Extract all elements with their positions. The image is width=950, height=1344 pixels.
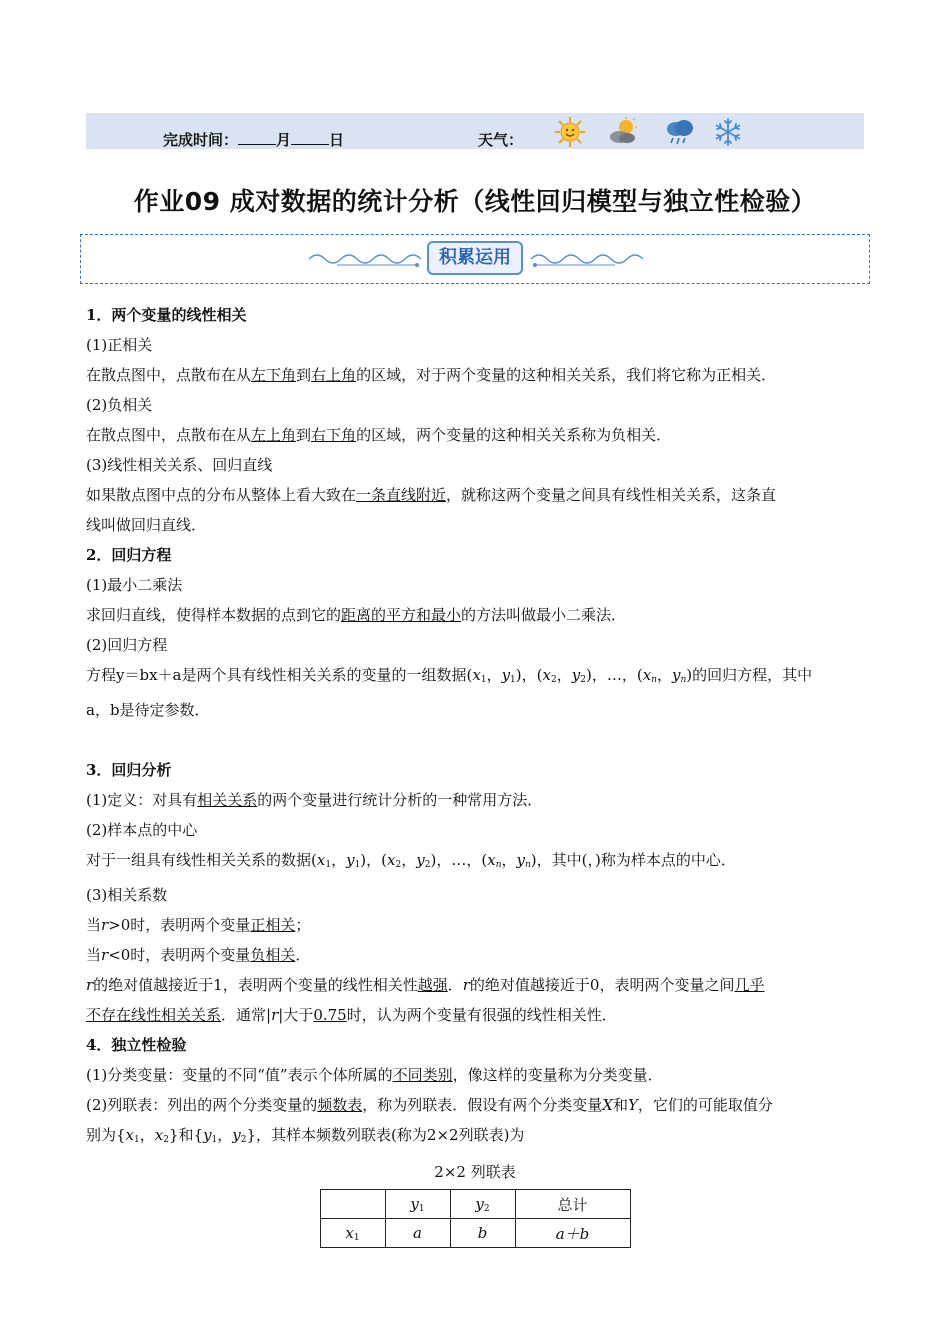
table-header-row: [320, 1190, 630, 1219]
section-3-heading: 3．回归分析: [86, 761, 172, 779]
day-label: 日: [329, 131, 345, 149]
s1-p2-title: (2)负相关: [86, 396, 153, 414]
s3-r-negative: 当r<0时，表明两个变量负相关．: [86, 946, 311, 964]
table-row: [320, 1219, 630, 1248]
s1-p3-text-cont: 线叫做回归直线．: [86, 516, 207, 534]
s2-p1-text: 求回归直线，使得样本数据的点到它的距离的平方和最小的方法叫做最小二乘法．: [86, 606, 627, 624]
banner-badge: 积累运用: [427, 241, 523, 275]
s2-p1-title: (1)最小二乘法: [86, 576, 183, 594]
s3-p3-title: (3)相关系数: [86, 886, 168, 904]
section-banner: [80, 234, 870, 284]
table-cell: b: [450, 1219, 515, 1248]
table-header-cell-y1: $y_1$: [385, 1190, 450, 1219]
s3-p2-text: 对于一组具有线性相关关系的数据($x_1$，$y_1$)，($x_2$，$y_2$)，…，($x_n$，$y_n$)，其中(，)称为样本点的中心．: [86, 851, 736, 870]
month-blank: [238, 130, 276, 145]
section-2-heading: 2．回归方程: [86, 546, 172, 564]
s2-p2-text: 方程y＝bx＋a是两个具有线性相关关系的变量的一组数据($x_1$，$y_1$)，($x_2$，$y_2$)，…，($x_n$，$y_n$)的回归方程，其中: [86, 666, 813, 685]
s4-p2-text: (2)列联表：列出的两个分类变量的频数表，称为列联表．假设有两个分类变量X和Y，它们的可能取值分: [86, 1096, 773, 1114]
table-cell: a＋b: [515, 1219, 630, 1248]
s4-p1-text: (1)分类变量：变量的不同“值”表示个体所属的不同类别，像这样的变量称为分类变量．: [86, 1066, 663, 1084]
s1-p1-title: (1)正相关: [86, 336, 153, 354]
completion-time-label: [163, 129, 344, 150]
s2-p2-title: (2)回归方程: [86, 636, 168, 654]
table-header-cell-empty: [320, 1190, 385, 1219]
month-label: 月: [276, 131, 292, 149]
table-header-cell-total: 总计: [515, 1190, 630, 1219]
s4-p3-text: 别为{$x_1$，$x_2$}和{$y_1$，$y_2$}，其样本频数列联表(称为2×2列联表)为: [86, 1126, 525, 1145]
time-label-text: 完成时间：: [163, 131, 239, 149]
partly-cloudy-icon: [607, 116, 639, 148]
section-1-heading: 1．两个变量的线性相关: [86, 306, 247, 324]
s1-p3-title: (3)线性相关关系、回归直线: [86, 456, 273, 474]
s3-r-positive: 当r>0时，表明两个变量正相关；: [86, 916, 311, 934]
contingency-table: [320, 1189, 631, 1248]
s3-p2-title: (2)样本点的中心: [86, 821, 198, 839]
header-bar: [86, 113, 864, 149]
s1-p3-text: 如果散点图中点的分布从整体上看大致在一条直线附近，就称这两个变量之间具有线性相关关系，这条直: [86, 486, 777, 504]
s3-r-magnitude: r的绝对值越接近于1，表明两个变量的线性相关性越强．r的绝对值越接近于0，表明两个变量之间几乎: [86, 976, 765, 994]
rain-cloud-icon: [664, 116, 696, 148]
s3-p1-text: (1)定义：对具有相关关系的两个变量进行统计分析的一种常用方法．: [86, 791, 543, 809]
table-row-label: $x_1$: [320, 1219, 385, 1248]
snowflake-icon: [712, 116, 744, 148]
s3-r-threshold: 不存在线性相关关系．通常|r|大于0.75时，认为两个变量有很强的线性相关性．: [86, 1006, 617, 1024]
table-caption: 2×2 列联表: [434, 1163, 516, 1181]
sun-icon: [554, 116, 586, 148]
section-4-heading: 4．独立性检验: [86, 1036, 187, 1054]
spacer: [86, 725, 864, 755]
table-header-cell-y2: $y_2$: [450, 1190, 515, 1219]
weather-label: 天气：: [478, 131, 524, 149]
page-title: 作业09 成对数据的统计分析（线性回归模型与独立性检验）: [133, 187, 817, 216]
s1-p1-text: 在散点图中，点散布在从左下角到右上角的区域，对于两个变量的这种相关关系，我们将它称为正相关．: [86, 366, 777, 384]
s2-p2-text-cont: a，b是待定参数．: [86, 701, 210, 719]
day-blank: [291, 130, 329, 145]
table-cell: a: [385, 1219, 450, 1248]
right-wave-ornament: [527, 249, 645, 269]
left-wave-ornament: [307, 249, 425, 269]
s1-p2-text: 在散点图中，点散布在从左上角到右下角的区域，两个变量的这种相关关系称为负相关．: [86, 426, 672, 444]
content-body: [86, 300, 864, 1248]
